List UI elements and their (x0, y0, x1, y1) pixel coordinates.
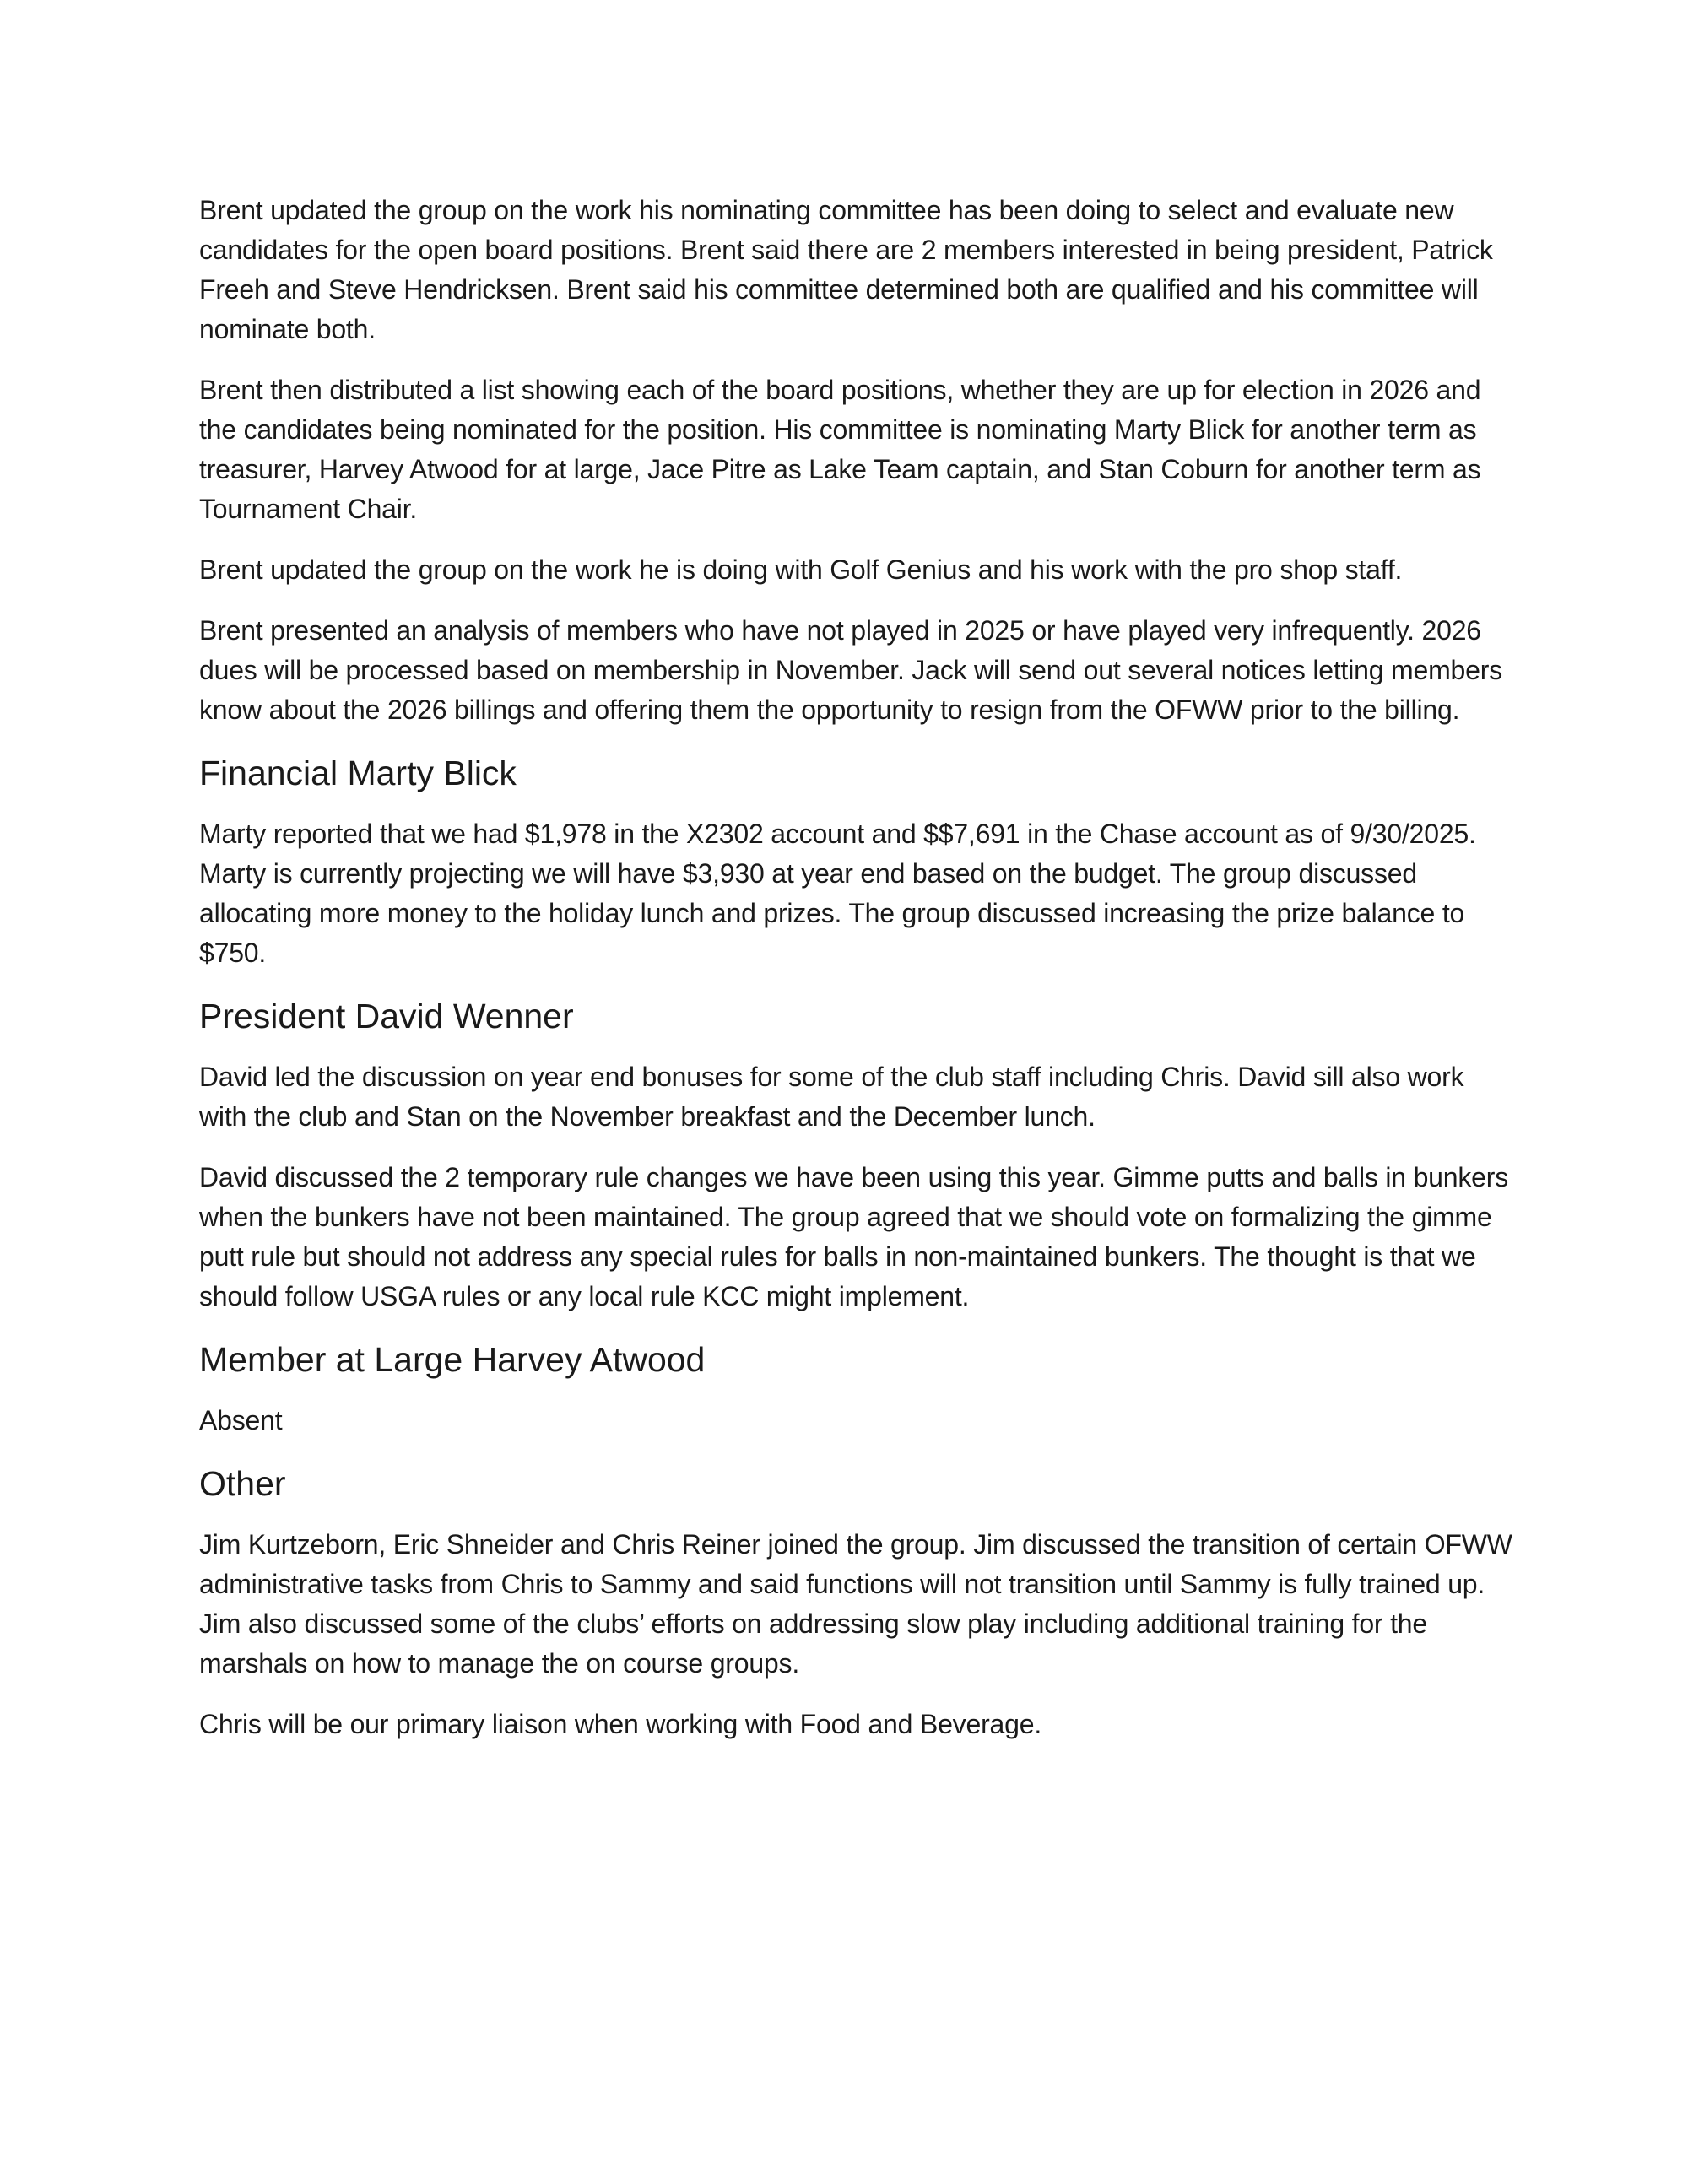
section-heading: Financial Marty Blick (199, 754, 517, 792)
paragraph: Jim Kurtzeborn, Eric Shneider and Chris Reiner joined the group. Jim discussed the transition of certain OFWW administrative tasks from Chris to Sammy and said functions will not transition until Sammy is fully trained up. Jim also discussed some of the clubs’ efforts on addressing slow play including additional training for the marshals on how to manage the on course groups. (199, 1529, 1512, 1679)
other-section (199, 1462, 1516, 1744)
section-heading: Member at Large Harvey Atwood (199, 1340, 706, 1379)
paragraph: Brent updated the group on the work his nominating committee has been doing to select and evaluate new candidates for the open board positions. Brent said there are 2 members interested in being president, Patrick Freeh and Steve Hendricksen. Brent said his committee determined both are qualified and his committee will nominate both. (199, 195, 1493, 344)
paragraph: Brent updated the group on the work he is doing with Golf Genius and his work with the pro shop staff. (199, 554, 1403, 585)
document-page (199, 191, 1516, 1765)
president-section (199, 994, 1516, 1316)
paragraph: David led the discussion on year end bonuses for some of the club staff including Chris. David sill also work with the club and Stan on the November breakfast and the December lunch. (199, 1062, 1464, 1132)
paragraph: Brent then distributed a list showing each of the board positions, whether they are up for election in 2026 and the candidates being nominated for the position. His committee is nominating Marty Blick for another term as treasurer, Harvey Atwood for at large, Jace Pitre as Lake Team captain, and Stan Coburn for another term as Tournament Chair. (199, 375, 1481, 524)
section-heading: Other (199, 1464, 286, 1503)
member-at-large-section (199, 1338, 1516, 1441)
paragraph: David discussed the 2 temporary rule changes we have been using this year. Gimme putts and balls in bunkers when the bunkers have not been maintained. The group agreed that we should vote on formalizing the gimme putt rule but should not address any special rules for balls in non-maintained bunkers. The thought is that we should follow USGA rules or any local rule KCC might implement. (199, 1162, 1509, 1311)
paragraph: Absent (199, 1405, 283, 1435)
paragraph: Chris will be our primary liaison when working with Food and Beverage. (199, 1709, 1042, 1739)
section-heading: President David Wenner (199, 997, 574, 1035)
nominating-section (199, 191, 1516, 730)
paragraph: Marty reported that we had $1,978 in the X2302 account and $$7,691 in the Chase account as of 9/30/2025. Marty is currently projecting we will have $3,930 at year end based on the budget. The group discussed allocating more money to the holiday lunch and prizes. The group discussed increasing the prize balance to $750. (199, 819, 1476, 968)
financial-section (199, 751, 1516, 973)
paragraph: Brent presented an analysis of members who have not played in 2025 or have played very infrequently. 2026 dues will be processed based on membership in November. Jack will send out several notices letting members know about the 2026 billings and offering them the opportunity to resign from the OFWW prior to the billing. (199, 615, 1503, 725)
